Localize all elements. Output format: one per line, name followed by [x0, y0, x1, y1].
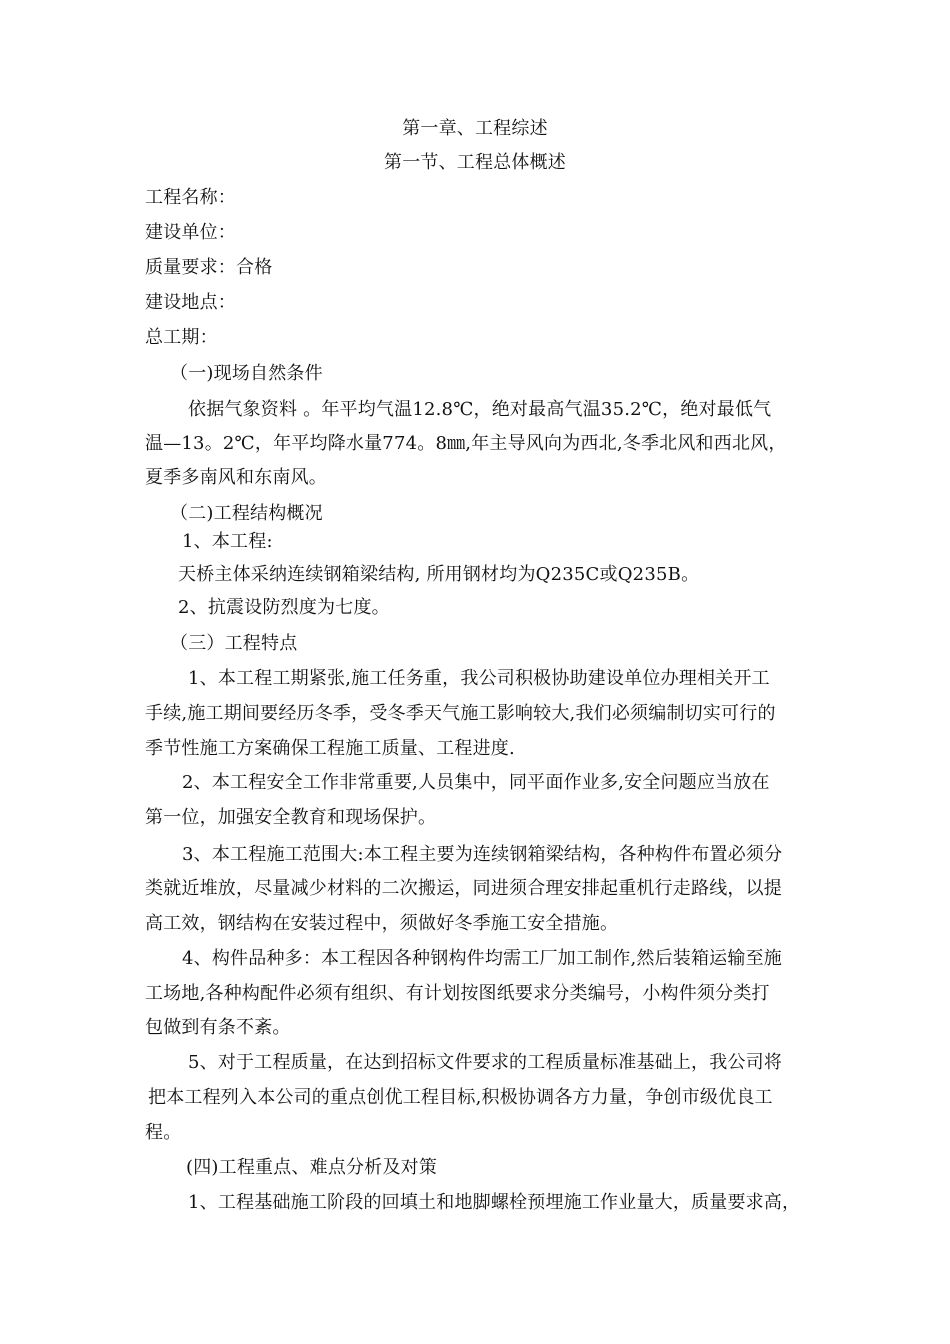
- features-p4-line: 包做到有条不紊。: [145, 1017, 291, 1038]
- structure-item2-text: 2、抗震设防烈度为七度。: [178, 597, 390, 618]
- chapter-title: 第一章、工程综述: [402, 118, 548, 139]
- features-p4-line: 工场地,各种构配件必须有组织、有计划按图纸要求分类编号，小构件须分类打: [145, 983, 770, 1004]
- features-p1-line: 季节性施工方案确保工程施工质量、工程进度.: [145, 738, 515, 759]
- natural-conditions-line: 依据气象资料 。年平均气温12.8℃，绝对最高气温35.2℃，绝对最低气: [188, 399, 772, 420]
- natural-conditions-line: 温—13。2℃，年平均降水量774。8㎜,年主导风向为西北,冬季北风和西北风，: [145, 433, 787, 454]
- features-p5-line: 把本工程列入本公司的重点创优工程目标,积极协调各方力量，争创市级优良工: [148, 1087, 773, 1108]
- features-p5-line: 程。: [145, 1122, 182, 1143]
- heading-structure: （二)工程结构概况: [170, 503, 323, 524]
- field-location: 建设地点：: [145, 292, 236, 313]
- heading-features: （三）工程特点: [170, 633, 298, 654]
- field-owner: 建设单位：: [145, 222, 236, 243]
- features-p3-line: 3、本工程施工范围大:本工程主要为连续钢箱梁结构，各种构件布置必须分: [182, 844, 783, 865]
- heading-key-points: (四)工程重点、难点分析及对策: [186, 1157, 438, 1178]
- field-quality: 质量要求：合格: [145, 257, 273, 278]
- section-title: 第一节、工程总体概述: [384, 152, 566, 173]
- features-p2-line: 2、本工程安全工作非常重要,人员集中，同平面作业多,安全问题应当放在: [182, 772, 770, 793]
- field-project-name: 工程名称：: [145, 187, 236, 208]
- features-p5-line: 5、对于工程质量，在达到招标文件要求的工程质量标准基础上，我公司将: [188, 1052, 783, 1073]
- key-points-line: 1、工程基础施工阶段的回填土和地脚螺栓预埋施工作业量大，质量要求高，: [188, 1192, 801, 1213]
- features-p3-line: 类就近堆放，尽量减少材料的二次搬运，同进须合理安排起重机行走路线，以提: [145, 878, 782, 899]
- field-duration: 总工期：: [145, 327, 218, 348]
- features-p3-line: 高工效，钢结构在安装过程中，须做好冬季施工安全措施。: [145, 913, 619, 934]
- heading-natural-conditions: （一)现场自然条件: [170, 363, 323, 384]
- natural-conditions-line: 夏季多南风和东南风。: [145, 467, 327, 488]
- features-p1-line: 手续,施工期间要经历冬季，受冬季天气施工影响较大,我们必须编制切实可行的: [145, 703, 776, 724]
- features-p2-line: 第一位，加强安全教育和现场保护。: [145, 807, 437, 828]
- structure-item1-text: 天桥主体采纳连续钢箱梁结构, 所用钢材均为Q235C或Q235B。: [178, 564, 700, 585]
- structure-item1-label: 1、本工程:: [182, 531, 273, 552]
- features-p4-line: 4、构件品种多：本工程因各种钢构件均需工厂加工制作,然后装箱运输至施: [182, 948, 782, 969]
- features-p1-line: 1、本工程工期紧张,施工任务重，我公司积极协助建设单位办理相关开工: [188, 668, 770, 689]
